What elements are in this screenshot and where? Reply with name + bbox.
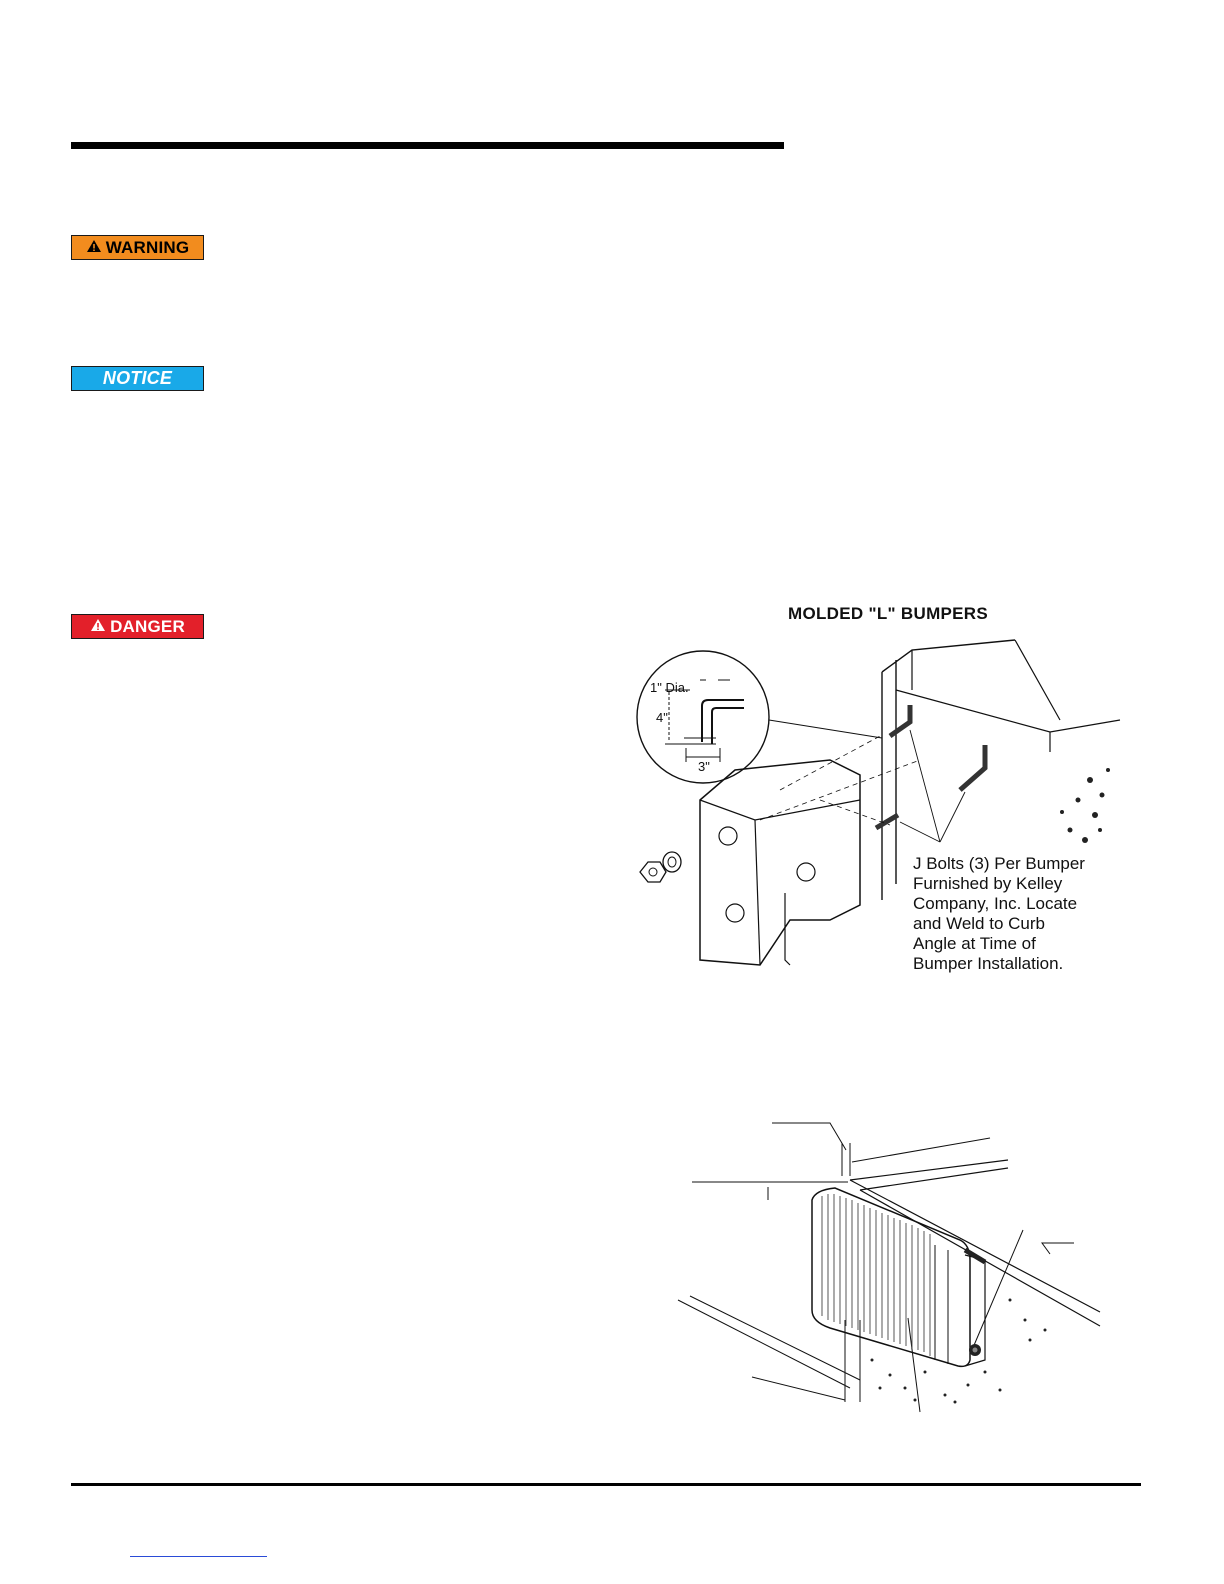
figure-title: MOLDED "L" BUMPERS <box>788 604 989 623</box>
note-line: Angle at Time of <box>913 934 1036 953</box>
footer-rule <box>71 1483 1141 1486</box>
note-line: Furnished by Kelley <box>913 874 1063 893</box>
notice-label: NOTICE <box>102 368 173 388</box>
note-line: Bumper Installation. <box>913 954 1064 973</box>
warning-label: WARNING <box>105 237 190 257</box>
note-line: J Bolts (3) Per Bumper <box>913 854 1085 873</box>
danger-label: DANGER <box>110 616 185 636</box>
detail-dia-label: 1" Dia. <box>650 680 689 695</box>
detail-width-label: 3" <box>698 759 710 774</box>
footer-link-underline[interactable] <box>130 1556 267 1557</box>
note-line: and Weld to Curb <box>913 914 1045 933</box>
detail-height-label: 4" <box>656 710 668 725</box>
note-line: Company, Inc. Locate <box>913 894 1078 913</box>
